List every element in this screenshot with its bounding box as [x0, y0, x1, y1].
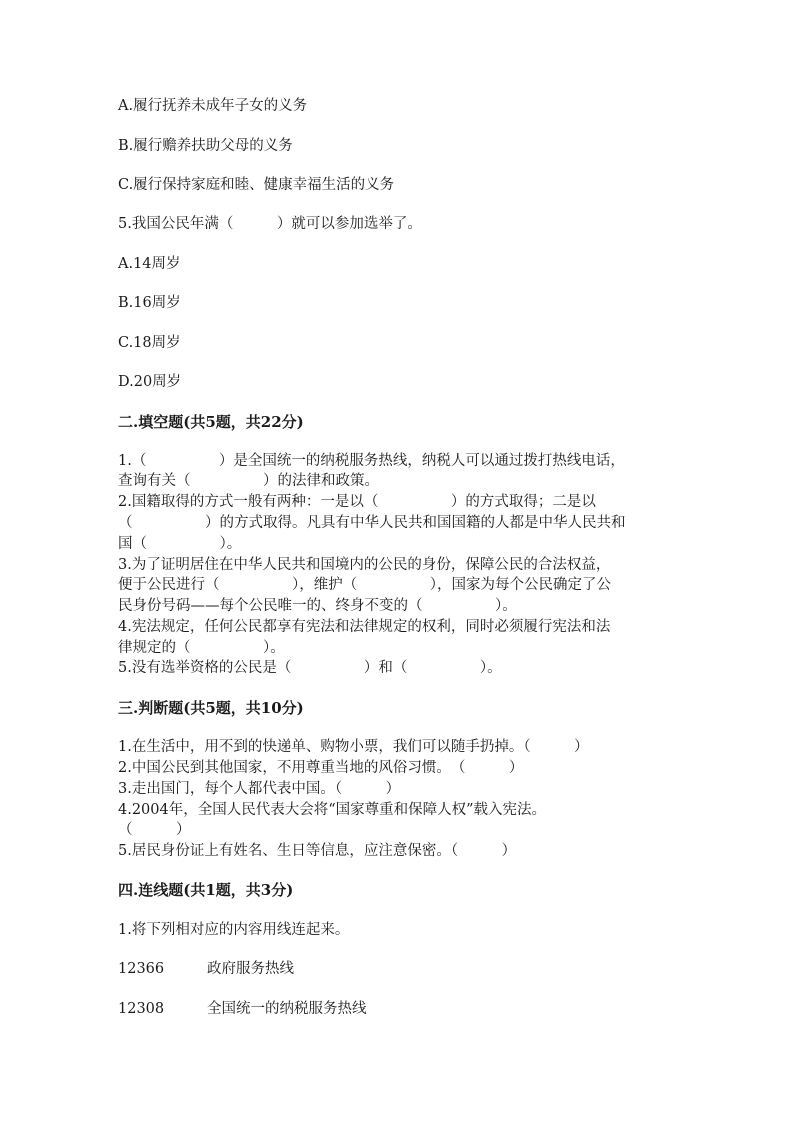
q5-option-c: C.18周岁	[118, 335, 181, 351]
section2-line: 5.没有选举资格的公民是（ ）和（ ）。	[118, 660, 502, 676]
q4-option-b: B.履行赡养扶助父母的义务	[118, 138, 293, 154]
section2-heading: 二.填空题(共5题，共22分)	[118, 413, 304, 431]
section3-line: （ ）	[118, 822, 191, 838]
section2-line: 4.宪法规定，任何公民都享有宪法和法律规定的权利，同时必须履行宪法和法	[118, 619, 611, 635]
section4-heading: 四.连线题(共1题，共3分)	[118, 881, 294, 899]
q5-option-b: B.16周岁	[118, 295, 181, 311]
section2-line: （ ）的方式取得。凡具有中华人民共和国国籍的人都是中华人民共和	[118, 515, 626, 531]
section4-stem: 1.将下列相对应的内容用线连起来。	[118, 922, 350, 938]
match-number: 12308	[118, 1001, 165, 1017]
q5-option-a: A.14周岁	[118, 256, 181, 272]
match-number: 12366	[118, 961, 165, 977]
section3-line: 4.2004年，全国人民代表大会将“国家尊重和保障人权”载入宪法。	[118, 802, 547, 818]
q4-option-a: A.履行抚养未成年子女的义务	[118, 98, 308, 114]
match-label: 政府服务热线	[207, 961, 294, 977]
match-label: 全国统一的纳税服务热线	[207, 1001, 367, 1017]
section2-line: 律规定的（ ）。	[118, 640, 285, 656]
section3-line: 5.居民身份证上有姓名、生日等信息，应注意保密。（ ）	[118, 843, 517, 859]
section2-line: 3.为了证明居住在中华人民共和国境内的公民的身份，保障公民的合法权益，	[118, 557, 611, 573]
section2-line: 1.（ ）是全国统一的纳税服务热线，纳税人可以通过拨打热线电话，	[118, 453, 625, 469]
q5-option-d: D.20周岁	[118, 374, 182, 390]
section3-line: 1.在生活中，用不到的快递单、购物小票，我们可以随手扔掉。（ ）	[118, 739, 589, 755]
section3-line: 3.走出国门，每个人都代表中国。（ ）	[118, 781, 401, 797]
section3-heading: 三.判断题(共5题，共10分)	[118, 699, 304, 717]
section2-line: 2.国籍取得的方式一般有两种：一是以（ ）的方式取得；二是以	[118, 494, 596, 510]
q4-option-c: C.履行保持家庭和睦、健康幸福生活的义务	[118, 177, 395, 193]
section2-line: 国（ ）。	[118, 536, 242, 552]
q5-stem: 5.我国公民年满（ ）就可以参加选举了。	[118, 216, 422, 232]
section2-line: 民身份号码——每个公民唯一的、终身不变的（ ）。	[118, 598, 517, 614]
section2-line: 便于公民进行（ ），维护（ ），国家为每个公民确定了公	[118, 577, 611, 593]
section2-line: 查询有关（ ）的法律和政策。	[118, 473, 379, 489]
section3-line: 2.中国公民到其他国家，不用尊重当地的风俗习惯。 （ ）	[118, 760, 524, 776]
